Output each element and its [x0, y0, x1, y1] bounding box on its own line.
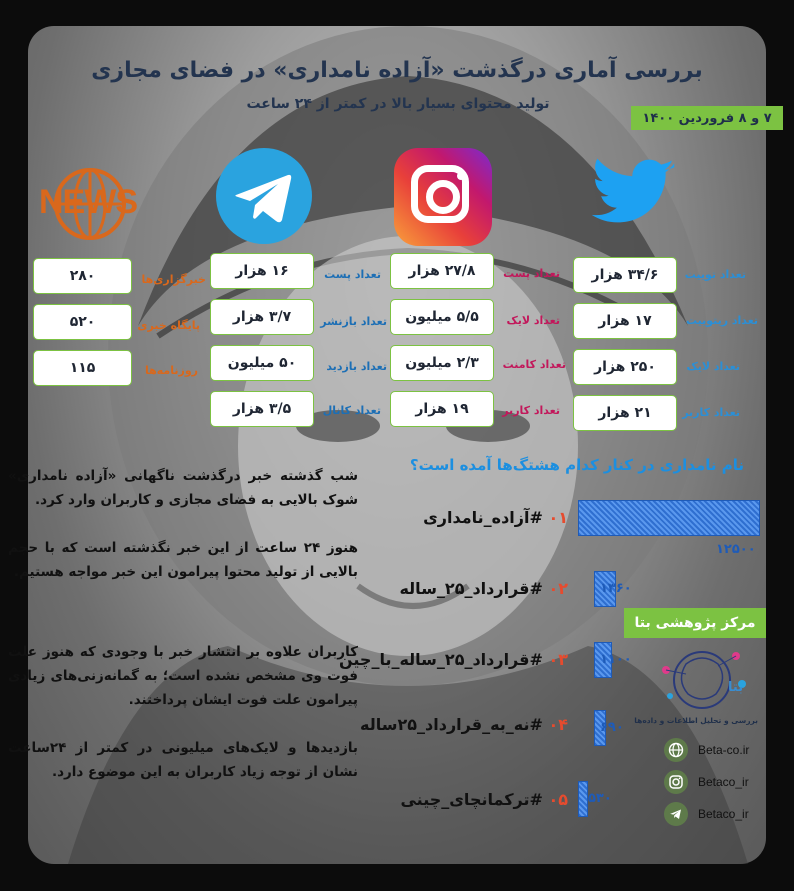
infographic-card	[8, 26, 772, 864]
twitter-retweets-label: تعداد ریتوییت	[685, 314, 758, 327]
twitter-tweets-value: ۳۴/۶ هزار	[573, 257, 677, 293]
hashtag-item-3	[318, 650, 568, 669]
instagram-users-value: ۱۹ هزار	[390, 391, 494, 427]
hashtag-bar-3-value: ۱۱۰۰	[600, 652, 632, 667]
twitter-retweets-value: ۱۷ هزار	[573, 303, 677, 339]
twitter-likes-label: تعداد لایک	[686, 360, 740, 373]
instagram-handle[interactable]: Betaco_ir	[698, 775, 749, 789]
hashtag-text: #قرارداد_۲۵_ساله_با_چین	[338, 650, 543, 669]
instagram-contact[interactable]	[664, 770, 749, 794]
instagram-icon	[394, 148, 492, 246]
hashtag-rank: ۰۴	[548, 715, 568, 734]
newspapers-value: ۱۱۵	[33, 350, 132, 386]
news-logo-text: NEWS	[39, 183, 137, 221]
news-agencies-value: ۲۸۰	[33, 258, 132, 294]
hashtag-bar-5-value: ۵۳۰	[588, 791, 612, 806]
newspapers-label: روزنامه‌ها	[144, 364, 198, 377]
hashtag-text: #آزاده_نامداری	[423, 508, 543, 527]
website-text[interactable]: Beta-co.ir	[698, 743, 750, 757]
research-center-badge: مرکز پژوهشی بتا	[624, 608, 766, 638]
description-paragraph-3: کاربران علاوه بر انتشار خبر با وجودی که هنوز علت فوت وی مشخص نشده است؛ به گمانه‌زنی‌های زیادی پیرامون علت فوت ایشان پرداختند.	[8, 644, 358, 708]
hashtag-item-4	[328, 715, 568, 734]
beta-logo-tagline: بررسی و تحلیل اطلاعات و داده‌ها	[634, 716, 758, 725]
instagram-posts-label: تعداد پست	[503, 267, 560, 280]
hashtag-bar-4-value: ۶۹۰	[600, 720, 624, 735]
hashtag-bar-5	[578, 781, 588, 817]
telegram-forwards-value: ۳/۷ هزار	[210, 299, 314, 335]
website-contact[interactable]	[664, 738, 749, 762]
hashtag-text: #قرارداد_۲۵_ساله	[399, 579, 543, 598]
hashtag-rank: ۰۳	[548, 650, 568, 669]
news-agencies-label: خبرگزاری‌ها	[141, 273, 206, 286]
news-icon	[28, 166, 146, 246]
hashtags-question: نام نامداری در کنار کدام هشتگ‌ها آمده است؟	[409, 456, 744, 474]
instagram-comments-label: تعداد کامنت	[502, 358, 566, 371]
hashtag-item-2	[328, 579, 568, 598]
telegram-views-label: تعداد بازدید	[326, 360, 387, 373]
telegram-posts-value: ۱۶ هزار	[210, 253, 314, 289]
twitter-tweets-label: تعداد توییت	[684, 268, 746, 281]
beta-logo-name: بتا	[728, 680, 744, 695]
telegram-icon	[216, 148, 312, 244]
description-paragraph-2: هنوز ۲۴ ساعت از این خبر نگذشته است که با حجم بالایی از تولید محتوا پیرامون این خبر مواجه هستیم.	[8, 540, 358, 580]
instagram-posts-value: ۲۷/۸ هزار	[390, 253, 494, 289]
twitter-users-value: ۲۱ هزار	[573, 395, 677, 431]
telegram-views-value: ۵۰ میلیون	[210, 345, 314, 381]
news-sites-label: پایگاه خبری	[137, 319, 200, 332]
hashtag-text: #ترکمانچای_چینی	[400, 790, 543, 809]
page-subtitle: تولید محتوای بسیار بالا در کمتر از ۲۴ ساعت	[246, 96, 550, 112]
hashtag-item-5	[328, 790, 568, 809]
telegram-contact[interactable]	[664, 802, 749, 826]
twitter-icon	[578, 150, 688, 240]
hashtag-rank: ۰۵	[548, 790, 568, 809]
telegram-posts-label: تعداد پست	[324, 268, 381, 281]
globe-icon	[664, 738, 688, 762]
hashtag-bar-2-value: ۱۳۶۰	[600, 581, 632, 596]
description-paragraph-1: شب گذشته خبر درگذشت ناگهانی «آزاده نامداری» شوک بالایی به فضای مجازی و کاربران وارد کرد.	[8, 468, 358, 508]
instagram-users-label: تعداد کاربر	[502, 404, 560, 417]
instagram-likes-value: ۵/۵ میلیون	[390, 299, 494, 335]
telegram-icon	[664, 802, 688, 826]
page-title: بررسی آماری درگذشت «آزاده نامداری» در فضای مجازی	[91, 58, 703, 83]
twitter-likes-value: ۲۵۰ هزار	[573, 349, 677, 385]
telegram-forwards-label: تعداد بازنشر	[320, 315, 387, 328]
date-badge: ۷ و ۸ فروردین ۱۴۰۰	[631, 106, 783, 130]
hashtag-bar-1	[578, 500, 760, 536]
beta-logo	[634, 644, 758, 732]
news-sites-value: ۵۲۰	[33, 304, 132, 340]
hashtag-text: #نه_به_قرارداد_۲۵ساله	[360, 715, 543, 734]
telegram-channels-label: تعداد کانال	[322, 404, 381, 417]
beta-logo-icon	[646, 644, 758, 714]
telegram-channels-value: ۳/۵ هزار	[210, 391, 314, 427]
hashtag-rank: ۰۱	[548, 508, 568, 527]
instagram-icon	[664, 770, 688, 794]
telegram-handle[interactable]: Betaco_ir	[698, 807, 749, 821]
hashtag-rank: ۰۲	[548, 579, 568, 598]
instagram-likes-label: تعداد لایک	[506, 314, 560, 327]
description-paragraph-4: بازدیدها و لایک‌های میلیونی در کمتر از ۲۴ساعت نشان از توجه زیاد کاربران به این موضوع دارد.	[8, 740, 358, 780]
twitter-users-label: تعداد کاربر	[682, 406, 740, 419]
hashtag-item-1	[328, 508, 568, 527]
hashtag-bar-1-value: ۱۲۵۰۰	[716, 542, 756, 557]
instagram-comments-value: ۲/۳ میلیون	[390, 345, 494, 381]
